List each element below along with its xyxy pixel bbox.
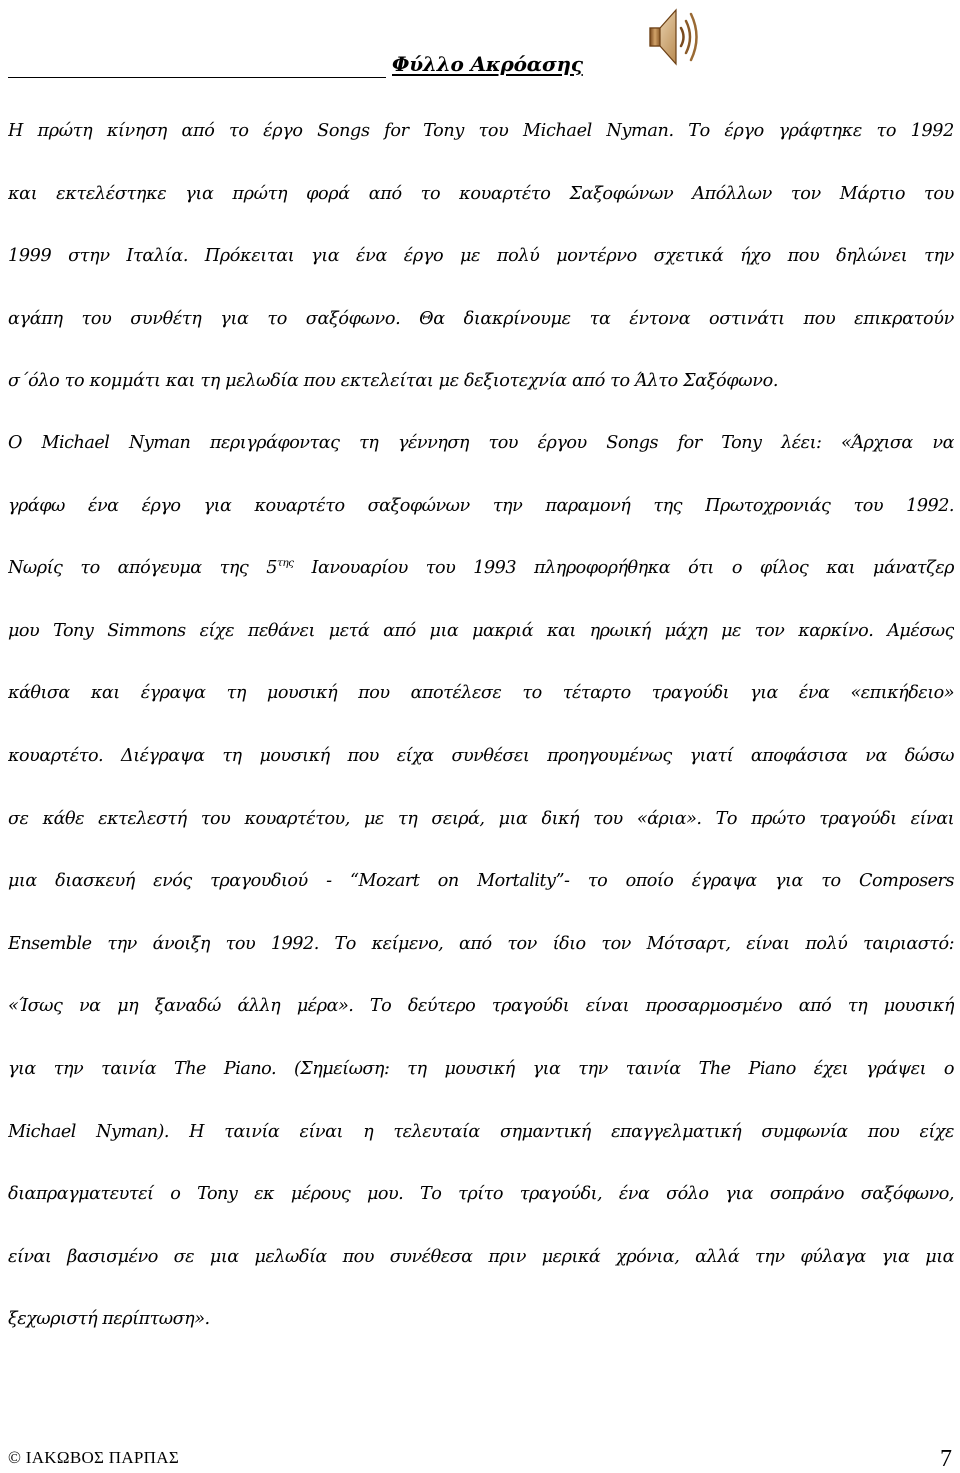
text-line: Michael Nyman). Η ταινία είναι η τελευταία σημαντική επαγγελματική συμφωνία που είχε — [8, 1121, 954, 1142]
text-line: κουαρτέτο. Διέγραψα τη μουσική που είχα συνθέσει προηγουμένως γιατί αποφάσισα να δώσω — [8, 745, 954, 766]
text-line: μου Tony Simmons είχε πεθάνει μετά από μια μακριά και ηρωική μάχη με τον καρκίνο. Αμέσως — [8, 620, 954, 641]
text-fragment: Ιανουαρίου του 1993 πληροφορήθηκα ότι ο φίλος και μάνατζερ — [293, 558, 954, 579]
text-line: Η πρώτη κίνηση από το έργο Songs for Tony του Michael Nyman. Το έργο γράφτηκε το 1992 — [8, 121, 954, 141]
text-line: σε κάθε εκτελεστή του κουαρτέτου, με τη σειρά, μια δική του «άρια». Το πρώτο τραγούδι είναι — [8, 808, 954, 829]
page-footer — [8, 1446, 952, 1472]
footer-author: © ΙΑΚΩΒΟΣ ΠΑΡΠΑΣ — [8, 1448, 180, 1467]
text-line: μια διασκευή ενός τραγουδιού - “Mozart on Mortality”- το οποίο έγραψα για το Composers — [8, 871, 954, 892]
text-line: κάθισα και έγραψα τη μουσική που αποτέλεσε το τέταρτο τραγούδι για ένα «επικήδειο» — [8, 683, 954, 704]
page-number: 7 — [940, 1446, 952, 1472]
text-line: διαπραγματευτεί ο Tony εκ μέρους μου. Το τρίτο τραγούδι, ένα σόλο για σοπράνο σαξόφωνο, — [8, 1184, 954, 1205]
ordinal-superscript: της — [276, 557, 294, 570]
text-line: «Ίσως να μη ξαναδώ άλλη μέρα». Το δεύτερο τραγούδι είναι προσαρμοσμένο από τη μουσική — [8, 996, 954, 1017]
text-line: ξεχωριστή περίπτωση». — [8, 1309, 210, 1330]
document-title: Φύλλο Ακρόασης — [392, 52, 583, 76]
text-line: για την ταινία The Piano. (Σημείωση: τη μουσική για την ταινία The Piano έχει γράψει ο — [8, 1058, 954, 1079]
text-line: είναι βασισμένο σε μια μελωδία που συνέθεσα πριν μερικά χρόνια, αλλά την φύλαγα για μια — [8, 1246, 954, 1267]
intro-paragraph — [8, 100, 954, 413]
text-line — [8, 537, 954, 600]
text-line: 1999 στην Ιταλία. Πρόκειται για ένα έργο με πολύ μοντέρνο σχετικά ήχο που δηλώνει την — [8, 246, 954, 267]
header-rule — [8, 77, 386, 78]
text-line: σ΄όλο το κομμάτι και τη μελωδία που εκτελείται με δεξιοτεχνία από το Άλτο Σαξόφωνο. — [8, 371, 779, 392]
text-line: Ο Michael Nyman περιγράφοντας τη γέννηση του έργου Songs for Tony λέει: «Άρχισα να — [8, 433, 954, 453]
text-line: γράφω ένα έργο για κουαρτέτο σαξοφώνων την παραμονή της Πρωτοχρονιάς του 1992. — [8, 495, 954, 516]
quote-paragraph — [8, 412, 954, 1351]
text-fragment: Νωρίς το απόγευμα της 5 — [8, 558, 277, 579]
text-line: Ensemble την άνοιξη του 1992. Το κείμενο, από τον ίδιο τον Μότσαρτ, είναι πολύ ταιριαστό: — [8, 933, 954, 954]
text-line: και εκτελέστηκε για πρώτη φορά από το κουαρτέτο Σαξοφώνων Απόλλων τον Μάρτιο του — [8, 183, 954, 204]
speaker-sound-icon — [646, 4, 702, 70]
text-line: αγάπη του συνθέτη για το σαξόφωνο. Θα διακρίνουμε τα έντονα οστινάτι που επικρατούν — [8, 308, 954, 329]
